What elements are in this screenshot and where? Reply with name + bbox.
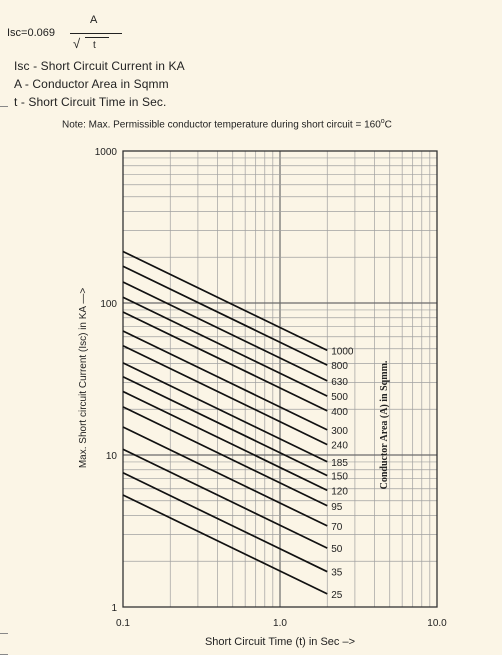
x-tick-label: 0.1 xyxy=(116,618,130,629)
formula-lhs: Isc=0.069 xyxy=(7,27,56,39)
series-label: 300 xyxy=(331,425,348,437)
y-tick-label: 10 xyxy=(105,451,117,462)
series-label: 50 xyxy=(331,544,343,556)
y-tick-label: 1 xyxy=(111,603,117,614)
series-label: 70 xyxy=(331,521,343,533)
series-label: 35 xyxy=(331,567,343,579)
x-axis-label: Short Circuit Time (t) in Sec –> xyxy=(204,636,356,648)
y-tick-label: 100 xyxy=(100,299,117,310)
temperature-unit: C xyxy=(384,119,392,131)
definition-isc: Isc - Short Circuit Current in KA xyxy=(14,59,185,73)
series-label: 150 xyxy=(331,471,348,483)
definition-time: t - Short Circuit Time in Sec. xyxy=(14,95,167,109)
y-axis-label: Max. Short circuit Current (Isc) in KA —> xyxy=(78,287,89,469)
temperature-note-text: Note: Max. Permissible conductor temperature during short circuit = 160 xyxy=(62,119,381,131)
series-label: 500 xyxy=(331,392,348,404)
right-axis-label: Conductor Area (A) in Sqmm. xyxy=(379,360,390,490)
series-label: 400 xyxy=(331,406,348,418)
series-label: 800 xyxy=(331,361,348,373)
x-tick-label: 10.0 xyxy=(427,618,447,629)
series-label: 1000 xyxy=(331,346,354,358)
degree-symbol: o xyxy=(380,118,385,125)
definition-area: A - Conductor Area in Sqmm xyxy=(14,77,169,91)
series-label: 240 xyxy=(331,440,348,452)
series-label: 120 xyxy=(331,486,348,498)
y-tick-label: 1000 xyxy=(94,147,117,158)
formula-denominator: t xyxy=(93,40,96,51)
series-label: 185 xyxy=(331,457,348,469)
formula-numerator: A xyxy=(90,14,98,26)
series-label: 25 xyxy=(331,589,343,601)
series-label: 630 xyxy=(331,376,348,388)
formula-root-symbol: √ xyxy=(73,36,81,51)
x-tick-label: 1.0 xyxy=(273,618,287,629)
series-label: 95 xyxy=(331,501,343,513)
